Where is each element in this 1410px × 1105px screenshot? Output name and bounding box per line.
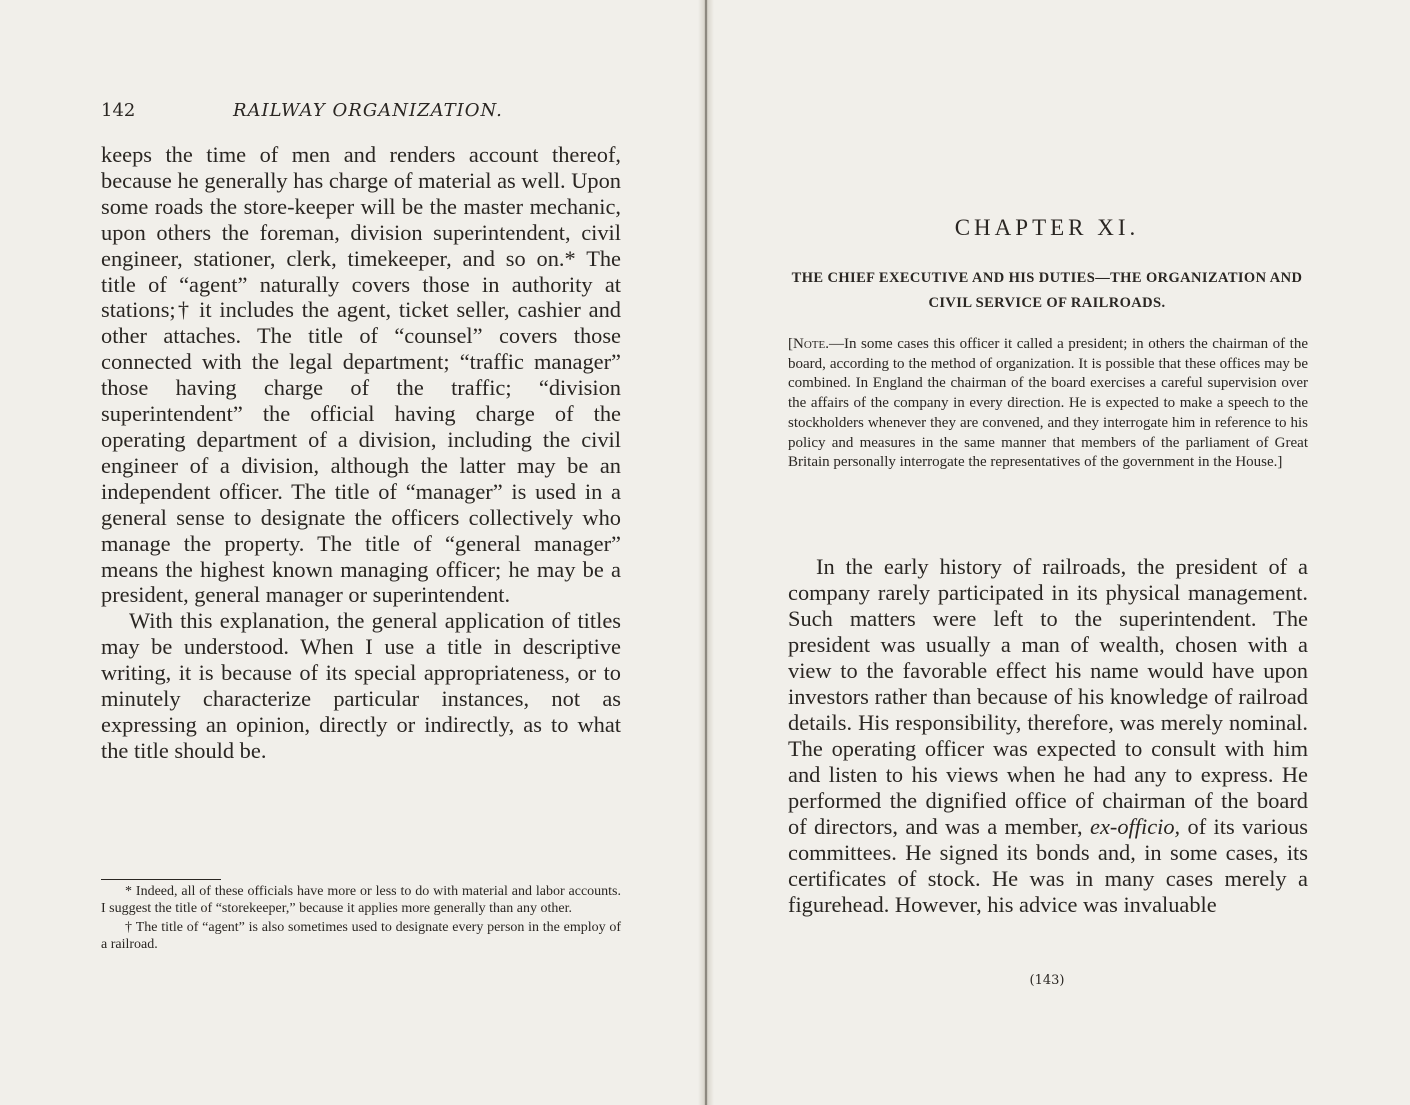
footnotes: [101, 884, 621, 956]
running-title: RAILWAY ORGANIZATION.: [233, 100, 503, 121]
footnote: † The title of “agent” is also sometimes used to designate every person in the employ of a railroad.: [101, 920, 621, 952]
running-head: [101, 100, 621, 124]
body-text: In the early history of railroads, the president of a company rarely participated in its physical management. Such matters were left to the superintendent. The president was usually a man of wealth, chosen with a view to the favorable effect his name would have upon investors rather than because of his knowledge of railroad details. His responsibility, therefore, was merely nominal. The operating officer was expected to consult with him and listen to his views when he had any to express. He performed the dignified office of chairman of the board of directors, and was a member,: [788, 554, 1308, 839]
right-body-text: [788, 554, 1308, 918]
footnote-divider: [101, 879, 221, 880]
book-gutter: [698, 0, 714, 1105]
chapter-title: CHAPTER XI.: [954, 215, 1140, 240]
chapter-note: [788, 335, 1308, 473]
page-number: 142: [101, 100, 136, 121]
paragraph: With this explanation, the general application of titles may be understood. When I use a title in descriptive writing, it is because of its special appropriateness, or to minutely characterize particular instances, not as expressing an opinion, directly or indirectly, as to what the title should be.: [101, 608, 621, 763]
paragraph: keeps the time of men and renders account thereof, because he generally has charge of material as well. Upon some roads the store-keeper will be the master mechanic, upon others the foreman, division superintendent, civil engineer, stationer, clerk, timekeeper, and so on.* The title of “agent” naturally covers those in authority at stations;† it includes the agent, ticket seller, cashier and other attaches. The title of “counsel” covers those connected with the legal department; “traffic manager” those having charge of the traffic; “division superintendent” the official having charge of the operating department of a division, including the civil engineer of a division, although the latter may be an independent officer. The title of “manager” is used in a general sense to designate the officers collectively who manage the property. The title of “general manager” means the highest known managing officer; he may be a president, general manager or superintendent.: [101, 142, 621, 608]
note-label: [Note.: [788, 336, 829, 352]
paragraph: [788, 554, 1308, 918]
footnote: * Indeed, all of these officials have more or less to do with material and labor accounts. I suggest the title of “storekeeper,” because it applies more generally than any other.: [101, 884, 621, 916]
left-body-text: [101, 142, 621, 764]
body-text: of its various committees. He signed its bonds and, in some cases, its certificates of stock. He was in many cases merely a figurehead. However, his advice was invaluable: [788, 814, 1309, 917]
note-text: —In some cases this officer it called a president; in others the chairman of the board, according to the method of organization. It is possible that these offices may be combined. In England the chairman of the board exercises a careful supervision over the affairs of the company in every direction. He is expected to make a speech to the stockholders whenever they are convened, and they interrogate him in reference to his policy and measures in the same manner that members of the parliament of Great Britain personally interrogate the representatives of the government in the House.]: [788, 336, 1308, 471]
page-number-bottom: (143): [1029, 973, 1065, 988]
right-page: [706, 0, 1410, 1105]
chapter-subtitle: THE CHIEF EXECUTIVE AND HIS DUTIES—THE ORGANIZATION AND CIVIL SERVICE OF RAILROADS.: [791, 270, 1303, 311]
italic-term: ex-officio,: [1090, 814, 1181, 839]
